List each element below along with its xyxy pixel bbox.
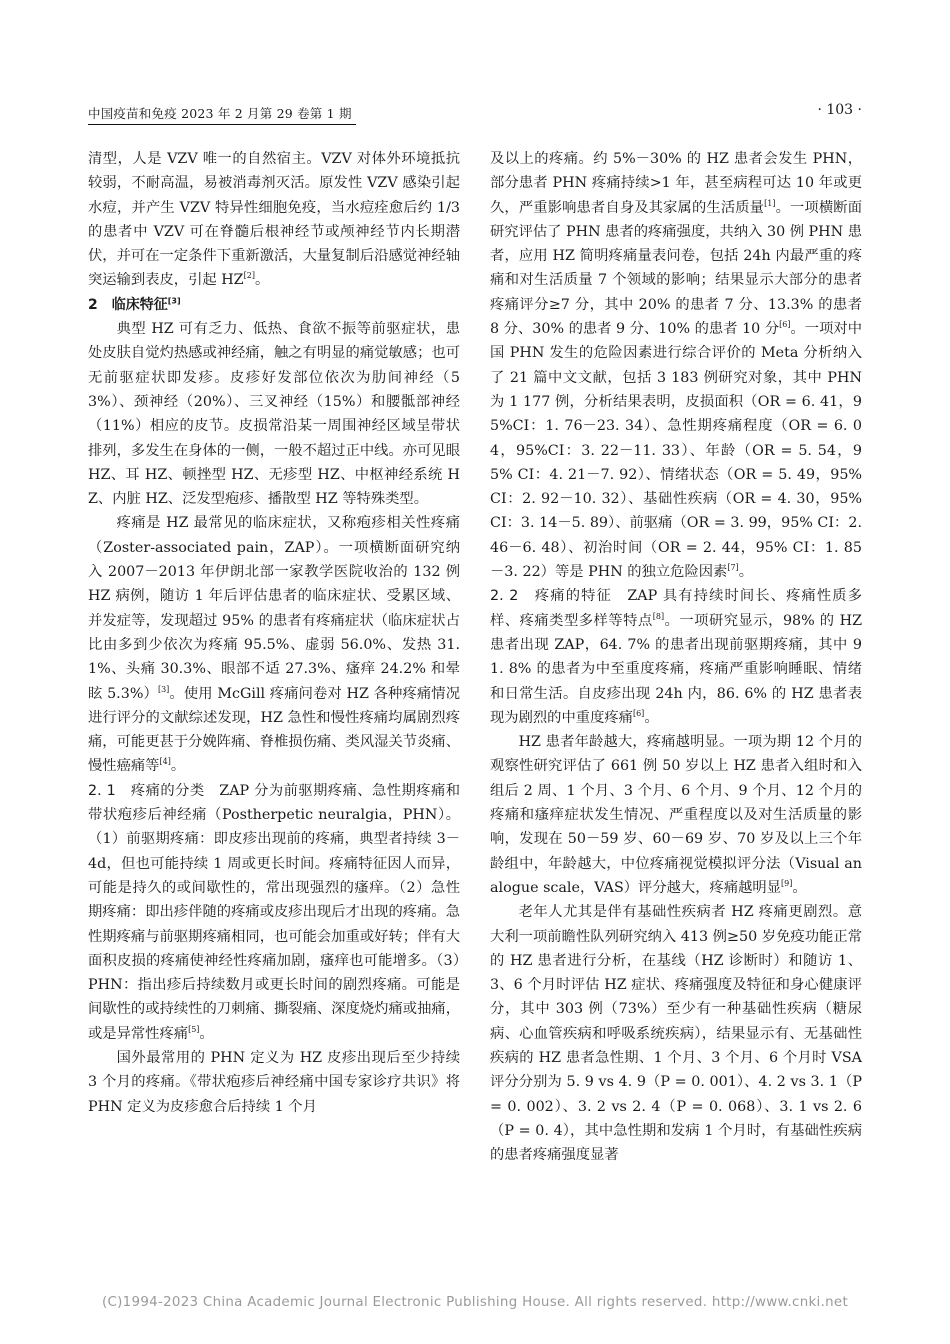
copyright-footer: (C)1994-2023 China Academic Journal Electronic Publishing House. All rights reserved. http://www.cnki.net bbox=[101, 1295, 849, 1310]
paragraph: 老年人尤其是伴有基础性疾病者 HZ 疼痛更剧烈。意大利一项前瞻性队列研究纳入 413 例≥50 岁免疫功能正常的 HZ 患者进行分析，在基线（HZ 诊断时）和随访 1、3、6 个月时评估 HZ 症状、疼痛强度及特征和身心健康评分，其中 303 例（73%）至少有一种基础性疾病（糖尿病、心血管疾病和呼吸系统疾病），结果显示有、无基础性疾病的 HZ 患者急性期、1 个月、3 个月、6 个月时 VSA 评分分别为 5. 9 vs 4. 9（P = 0. 001）、4. 2 vs 3. 1（P = 0. 002）、3. 2 vs 2. 4（P = 0. 068）、3. 1 vs 2. 6（P = 0. 4），其中急性期和发病 1 个月时，有基础性疾病的患者疼痛强度显著 bbox=[490, 904, 862, 1164]
paragraph: 典型 HZ 可有乏力、低热、食欲不振等前驱症状，患处皮肤自觉灼热感或神经痛，触之有明显的痛觉敏感；也可无前驱症状即发疹。皮疹好发部位依次为肋间神经（53%）、颈神经（20%）、三叉神经（15%）和腰骶部神经（11%）相应的皮节。皮损常沿某一周围神经区域呈带状排列，多发生在身体的一侧，一般不超过正中线。亦可见眼 HZ、耳 HZ、顿挫型 HZ、无疹型 HZ、中枢神经系统 HZ、内脏 HZ、泛发型疱疹、播散型 HZ 等特殊类型。 bbox=[88, 321, 460, 508]
paragraph: 国外最常用的 PHN 定义为 HZ 皮疹出现后至少持续 3 个月的疼痛。《带状疱疹后神经痛中国专家诊疗共识》将 PHN 定义为皮疹愈合后持续 1 个月 bbox=[88, 1049, 460, 1115]
subsection-paragraph: 2. 2 疼痛的特征 ZAP 具有持续时间长、疼痛性质多样、疼痛类型多样等特点[8]。一项研究显示，98% 的 HZ 患者出现 ZAP，64. 7% 的患者出现前驱期疼痛，其中 91. 8% 的患者为中至重度疼痛，疼痛严重影响睡眠、情绪和日常生活。自皮疹出现 24h 内，86. 6% 的 HZ 患者表现为剧烈的中重度疼痛[6]。 bbox=[490, 588, 863, 726]
citation-ref[interactable]: [3] bbox=[167, 296, 181, 306]
journal-citation: 中国疫苗和免疫 2023 年 2 月第 29 卷第 1 期 bbox=[88, 106, 352, 121]
citation-ref[interactable]: [7] bbox=[727, 563, 739, 573]
paragraph: 疼痛是 HZ 最常见的临床症状，又称疱疹相关性疼痛（Zoster-associated pain，ZAP）。一项横断面研究纳入 2007－2013 年伊朗北部一家教学医院收治的 132 例 HZ 病例，随访 1 年后评估患者的临床症状、受累区域、并发症等，发现超过 95% 的患者有疼痛症状（临床症状占比由多到少依次为疼痛 95.5%、虚弱 56.0%、发热 31.1%、头痛 30.3%、眼部不适 27.3%、瘙痒 24.2% 和晕眩 5.3%）[3]。使用 McGill 疼痛问卷对 HZ 各种疼痛情况进行评分的文献综述发现，HZ 急性和慢性疼痛均属剧烈疼痛，可能更甚于分娩阵痛、脊椎损伤痛、类风湿关节炎痛、慢性癌痛等[4]。 bbox=[88, 515, 460, 775]
citation-ref[interactable]: [5] bbox=[188, 1024, 200, 1034]
citation-ref[interactable]: [4] bbox=[159, 757, 171, 767]
citation-ref[interactable]: [1] bbox=[764, 198, 776, 208]
section-heading: 2 临床特征[3] bbox=[88, 296, 181, 313]
running-header bbox=[88, 104, 862, 126]
citation-ref[interactable]: [6] bbox=[779, 320, 791, 330]
header-rule bbox=[88, 124, 356, 125]
citation-ref[interactable]: [9] bbox=[781, 879, 793, 889]
citation-ref[interactable]: [3] bbox=[157, 684, 170, 694]
subsection-heading: 2. 1 疼痛的分类 bbox=[88, 782, 205, 799]
citation-ref[interactable]: [2] bbox=[243, 271, 255, 281]
paragraph: 清型，人是 VZV 唯一的自然宿主。VZV 对体外环境抵抗较弱，不耐高温，易被消毒剂灭活。原发性 VZV 感染引起水痘，并产生 VZV 特异性细胞免疫，当水痘痊愈后约 1/3 的患者中 VZV 可在脊髓后根神经节或颅神经节内长期潜伏，并可在一定条件下重新激活，大量复制后沿感觉神经轴突运输到表皮，引起 HZ[2]。 bbox=[88, 151, 460, 289]
citation-ref[interactable]: [6] bbox=[632, 709, 645, 719]
paragraph: HZ 患者年龄越大，疼痛越明显。一项为期 12 个月的观察性研究评估了 661 例 50 岁以上 HZ 患者入组时和入组后 2 周、1 个月、3 个月、6 个月、9 个月、12 个月的疼痛和瘙痒症状发生情况、严重程度以及对生活质量的影响，发现在 50－59 岁、60－69 岁、70 岁及以上三个年龄组中，年龄越大，中位疼痛视觉模拟评分法（Visual analogue scale，VAS）评分越大，疼痛越明显[9]。 bbox=[490, 734, 862, 896]
paragraph: 及以上的疼痛。约 5%－30% 的 HZ 患者会发生 PHN，部分患者 PHN 疼痛持续>1 年，甚至病程可达 10 年或更久，严重影响患者自身及其家属的生活质量[1]。一项横断面研究评估了 PHN 患者的疼痛强度，共纳入 30 例 PHN 患者，应用 HZ 简明疼痛量表问卷，包括 24h 内最严重的疼痛和对生活质量 7 个领域的影响；结果显示大部分的患者疼痛评分≥7 分，其中 20% 的患者 7 分、13.3% 的患者 8 分、30% 的患者 9 分、10% 的患者 10 分[6]。一项对中国 PHN 发生的危险因素进行综合评价的 Meta 分析纳入了 21 篇中文文献，包括 3 183 例研究对象，其中 PHN 为 1 177 例，分析结果表明，皮损面积（OR = 6. 41，95%CI：1. 76－23. 34）、急性期疼痛程度（OR = 6. 04，95%CI：3. 22－11. 33）、年龄（OR = 5. 54，95% CI：4. 21－7. 92）、情绪状态（OR = 5. 49，95% CI：2. 92－10. 32）、基础性疾病（OR = 4. 30，95% CI：3. 14－5. 89）、前驱痛（OR = 3. 99，95% CI：2. 46－6. 48）、初治时间（OR = 2. 44，95% CI：1. 85－3. 22）等是 PHN 的独立危险因素[7]。 bbox=[490, 151, 863, 581]
citation-ref[interactable]: [8] bbox=[652, 611, 665, 621]
left-column bbox=[88, 147, 460, 1119]
subsection-heading: 2. 2 疼痛的特征 bbox=[490, 588, 612, 605]
page-number: · 103 · bbox=[817, 102, 862, 118]
subsection-paragraph: 2. 1 疼痛的分类 ZAP 分为前驱期疼痛、急性期疼痛和带状疱疹后神经痛（Postherpetic neuralgia，PHN）。（1）前驱期疼痛：即皮疹出现前的疼痛，典型者持续 3－4d，但也可能持续 1 周或更长时间。疼痛特征因人而异，可能是持久的或间歇性的，常出现强烈的瘙痒。（2）急性期疼痛：即出疹伴随的疼痛或皮疹出现后才出现的疼痛。急性期疼痛与前驱期疼痛相同，也可能会加重或好转；伴有大面积皮损的疼痛使神经性疼痛加剧，瘙痒也可能增多。（3）PHN：指出疹后持续数月或更长时间的剧烈疼痛。可能是间歇性的或持续性的刀刺痛、撕裂痛、深度烧灼痛或抽痛，或是异常性疼痛[5]。 bbox=[88, 782, 460, 1042]
right-column bbox=[490, 147, 862, 1167]
